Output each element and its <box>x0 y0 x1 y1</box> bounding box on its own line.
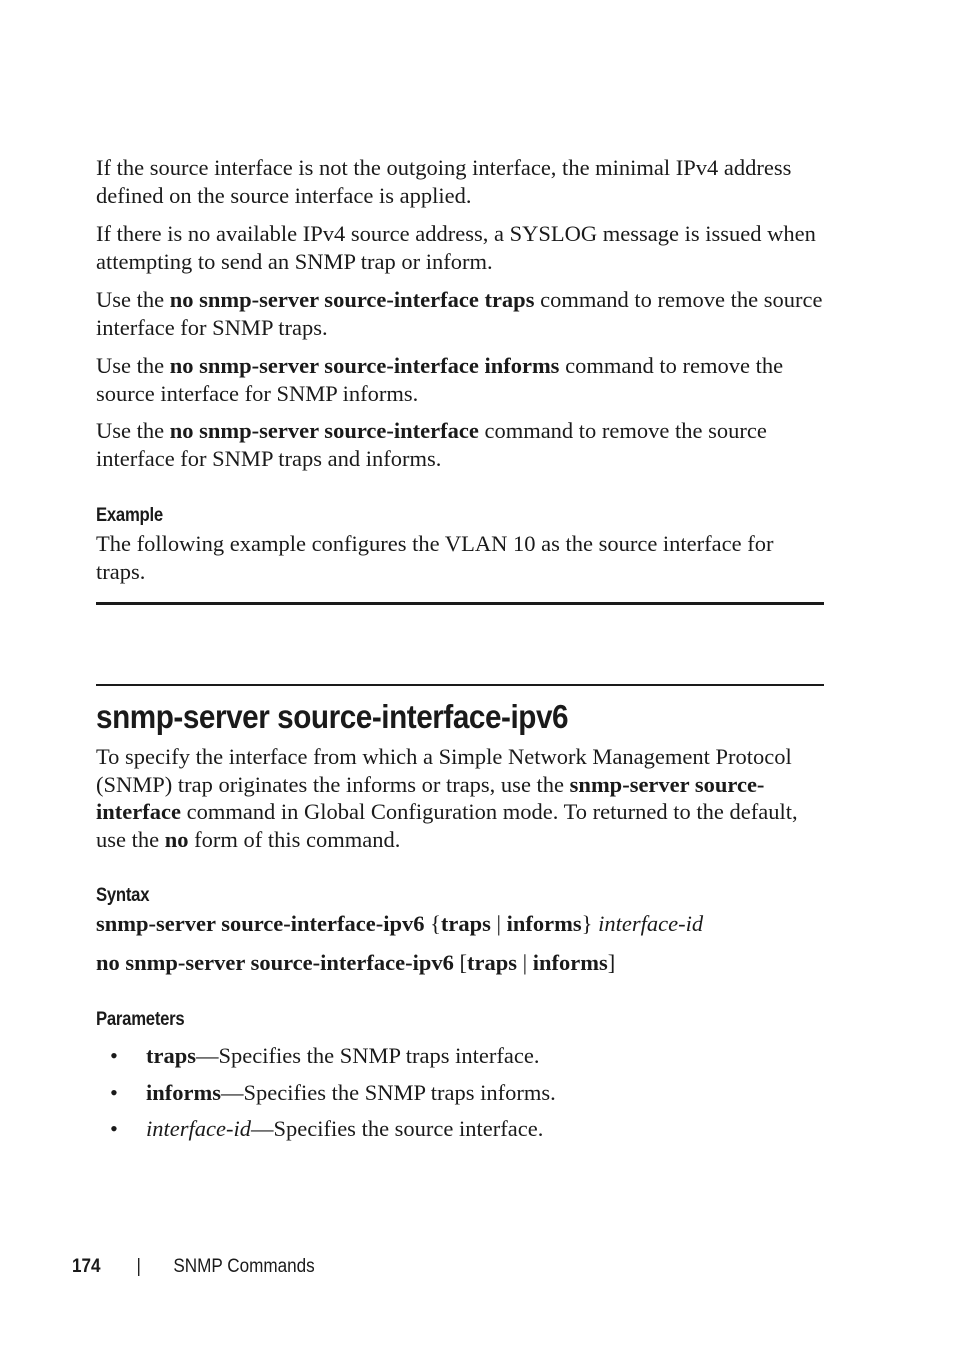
example-text: The following example configures the VLAN 10 as the source interface for traps. <box>96 531 774 584</box>
example-heading: Example <box>96 505 163 526</box>
syntax-line-2: no snmp-server source-interface-ipv6 [traps | informs] <box>96 950 616 975</box>
page-number: 174 <box>72 1256 101 1277</box>
syntax-line-1: snmp-server source-interface-ipv6 {traps | informs} interface-id <box>96 911 704 936</box>
footer-separator: | <box>136 1256 141 1277</box>
paragraph-remove-traps: Use the no snmp-server source-interface traps command to remove the source interface for SNMP traps. <box>96 287 823 340</box>
command-no-informs: no snmp-server source-interface informs <box>169 353 560 378</box>
paragraph-syslog: If there is no available IPv4 source address, a SYSLOG message is issued when attempting to send an SNMP trap or inform. <box>96 221 816 274</box>
command-no-source-interface: no snmp-server source-interface <box>169 418 479 443</box>
parameters-heading: Parameters <box>96 1009 185 1030</box>
paragraph-remove-informs: Use the no snmp-server source-interface informs command to remove the source interface for SNMP informs. <box>96 353 784 406</box>
list-item: • traps—Specifies the SNMP traps interface. <box>96 1041 826 1078</box>
list-item: • interface-id—Specifies the source interface. <box>96 1114 826 1151</box>
command-no-traps: no snmp-server source-interface traps <box>169 287 535 312</box>
parameters-list <box>96 1041 826 1151</box>
section-description: To specify the interface from which a Simple Network Management Protocol (SNMP) trap originates the informs or traps, use the snmp-server source-interface command in Global Configuration mode. To returned to the default, use the no form of this command. <box>96 744 798 852</box>
section-start-rule <box>96 684 824 686</box>
footer-section: SNMP Commands <box>173 1256 315 1277</box>
syntax-heading: Syntax <box>96 885 150 906</box>
section-title: snmp-server source-interface-ipv6 <box>96 698 569 735</box>
list-item: • informs—Specifies the SNMP traps informs. <box>96 1078 826 1115</box>
bullet-icon: • <box>110 1043 118 1068</box>
paragraph-remove-both: Use the no snmp-server source-interface command to remove the source interface for SNMP traps and informs. <box>96 418 767 471</box>
paragraph-minimal-address: If the source interface is not the outgoing interface, the minimal IPv4 address defined on the source interface is applied. <box>96 155 792 208</box>
section-end-rule <box>96 602 824 605</box>
bullet-icon: • <box>110 1079 118 1105</box>
page-footer <box>72 1256 315 1278</box>
bullet-icon: • <box>110 1116 118 1141</box>
